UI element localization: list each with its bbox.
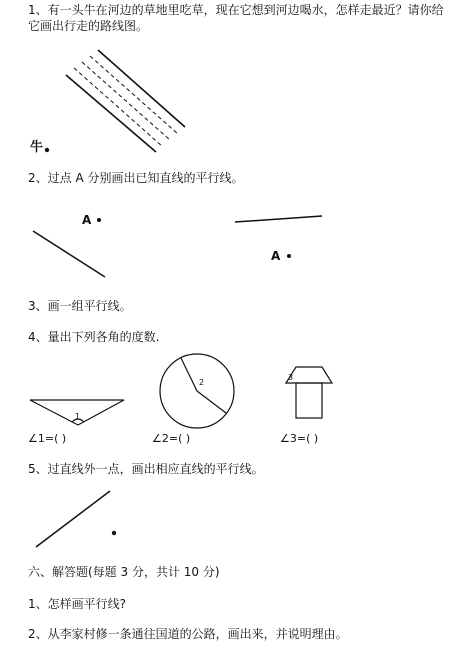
q2-point-a-2 <box>287 254 291 258</box>
section6-item1: 1、怎样画平行线? <box>28 597 127 611</box>
q1-line2: 它画出行走的路线图。 <box>28 19 149 33</box>
angle2-ray-2 <box>197 391 226 413</box>
angle2-answer: ∠2=( ) <box>152 432 191 445</box>
angle1-mark: 1 <box>75 412 81 421</box>
q4-text: 4、量出下列各角的度数. <box>28 330 160 344</box>
angle3-mark: 3 <box>288 373 294 382</box>
q2-point-a-1 <box>97 218 101 222</box>
q2-text: 2、过点 A 分别画出已知直线的平行线。 <box>28 171 244 185</box>
q5-point <box>112 531 116 535</box>
angle2-mark: 2 <box>199 378 205 387</box>
q2-point-label-1: A <box>82 213 92 227</box>
river-bank-line <box>98 50 185 127</box>
section6-item2: 2、从李家村修一条通往国道的公路，画出来，并说明理由。 <box>28 627 348 641</box>
q2-given-line-1 <box>33 231 105 277</box>
angle2-ray-1 <box>181 358 197 391</box>
q1-line1: 1、有一头牛在河边的草地里吃草，现在它想到河边喝水，怎样走最近？请你给 <box>28 3 444 17</box>
river-figure <box>66 50 185 152</box>
river-dashed-line <box>90 56 178 134</box>
angle3-body <box>296 383 322 418</box>
cow-point <box>45 148 49 152</box>
q5-given-line <box>36 491 110 547</box>
q5-text: 5、过直线外一点，画出相应直线的平行线。 <box>28 462 264 476</box>
q2-point-label-2: A <box>271 249 281 263</box>
river-dashed-line <box>74 68 163 147</box>
q2-given-line-2 <box>235 216 322 222</box>
cow-label: 牛 <box>30 140 44 155</box>
section6-heading: 六、解答题(每题 3 分，共计 10 分) <box>28 565 220 579</box>
angle1-answer: ∠1=( ) <box>28 432 67 445</box>
q3-text: 3、画一组平行线。 <box>28 299 132 313</box>
river-bank-line <box>66 75 156 152</box>
angle2-figure <box>160 354 234 428</box>
angle3-answer: ∠3=( ) <box>280 432 319 445</box>
